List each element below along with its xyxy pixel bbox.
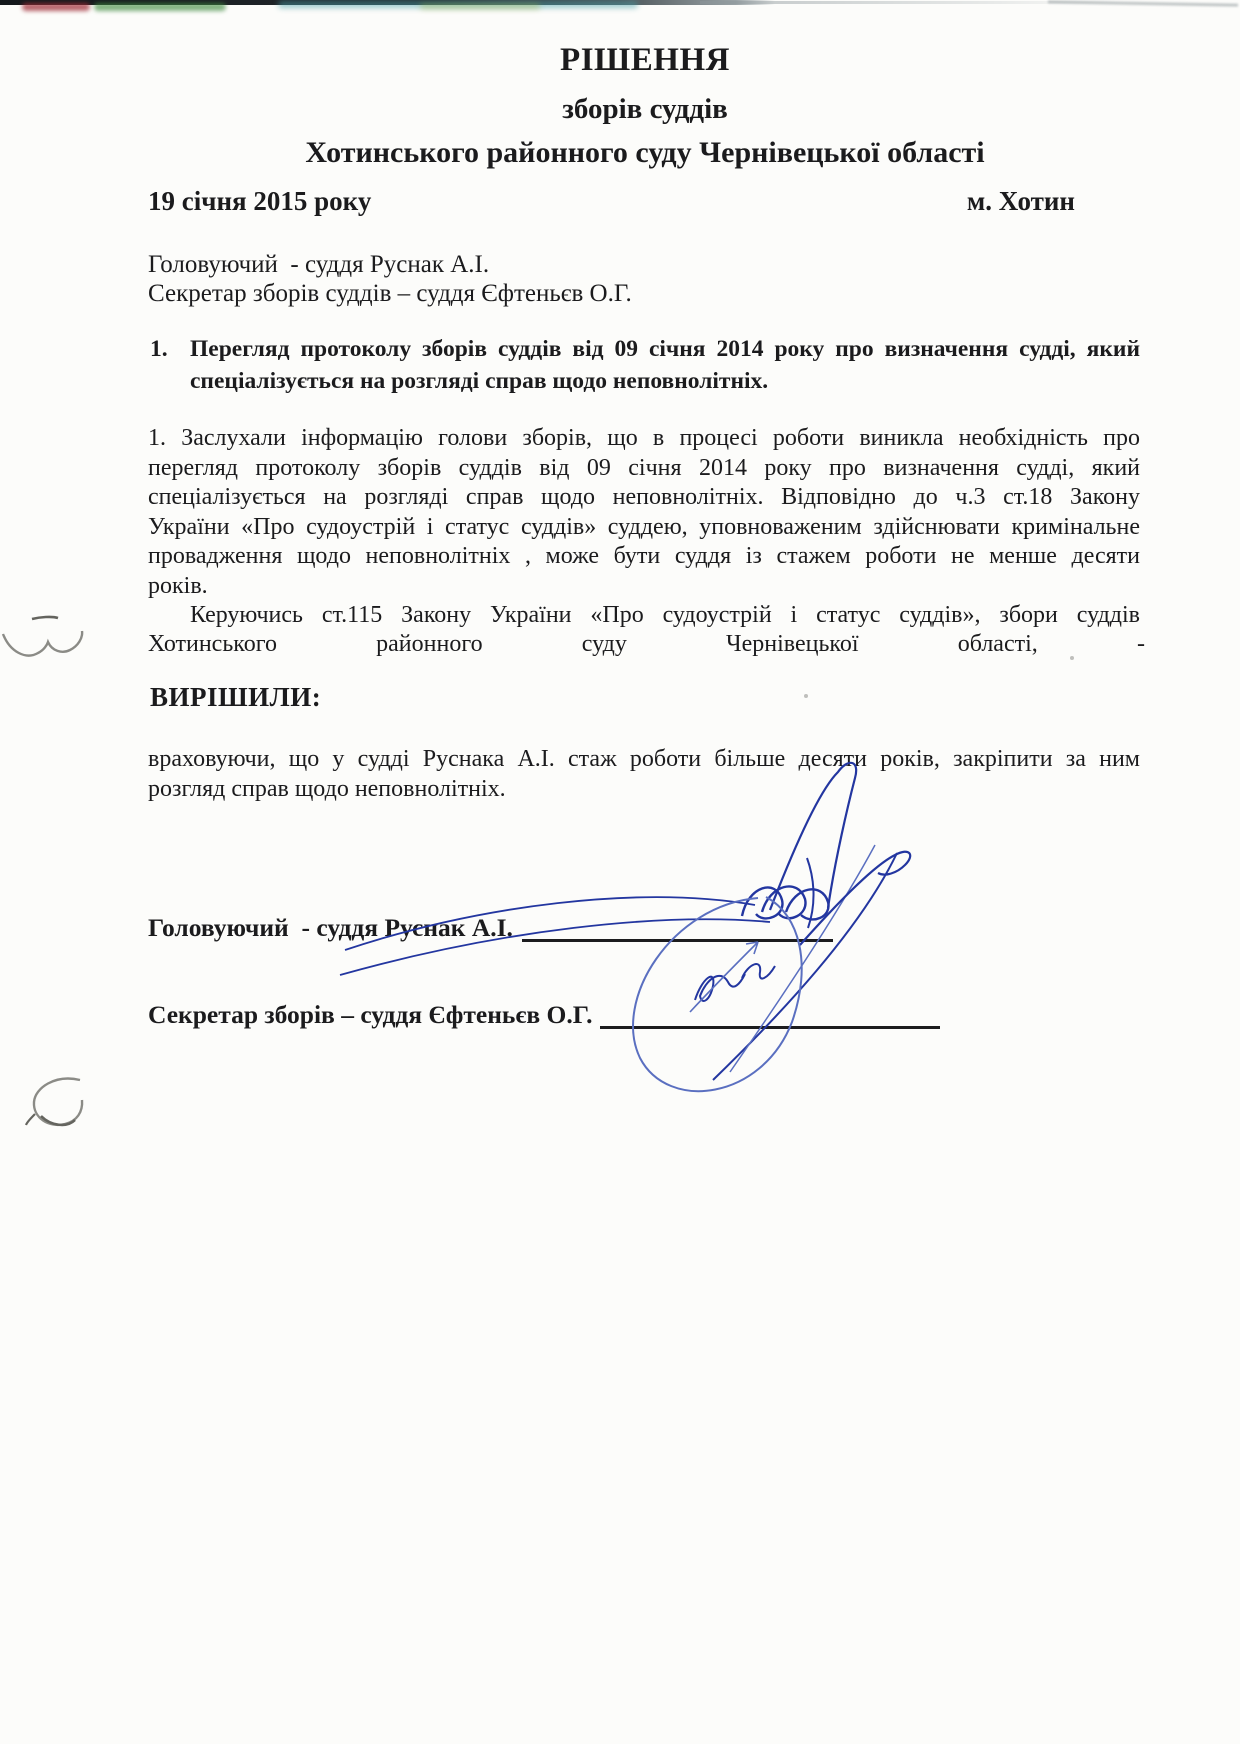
spread-word: області, [957, 631, 1038, 657]
agenda-item-text [190, 334, 1140, 397]
paragraph-line: провадження щодо неповнолітніх , може бути суддя із стажем роботи не менше десяти [148, 543, 1140, 570]
spread-word: суду [581, 631, 627, 657]
document-subtitle: зборів суддів [562, 93, 728, 125]
document-title: РІШЕННЯ [560, 42, 730, 78]
signature-label-chair: Головуючий - суддя Руснак А.І. [148, 913, 513, 942]
body-paragraph-2-lead: Керуючись ст.115 Закону України «Про судоустрій і статус суддів», збори суддів [190, 602, 1140, 628]
officials-block [148, 250, 1140, 308]
chair-line: Головуючий - суддя Руснак А.І. [148, 251, 490, 278]
court-name: Хотинського районного суду Чернівецької області [305, 136, 985, 169]
agenda-line: Перегляд протоколу зборів суддів від 09 січня 2014 року про визначення судді, який [190, 336, 1140, 362]
resolution-line: враховуючи, що у судді Руснака А.І. стаж роботи більше десяти років, закріпити за ним [148, 746, 1140, 772]
dateline [148, 186, 1075, 217]
paragraph-line: України «Про судоустрій і статус суддів» суддею, уповноваженим здійснювати кримінальне [148, 513, 1140, 540]
body-paragraph-2-spread [148, 631, 1145, 658]
scan-smudge-green [94, 3, 226, 11]
pencil-mark-ring [25, 1072, 105, 1137]
agenda-line: спеціалізується на розгляді справ щодо неповнолітніх. [190, 367, 769, 394]
scan-speck [1070, 656, 1074, 660]
document-date: 19 січня 2015 року [148, 186, 372, 216]
agenda-item-number: 1. [150, 336, 168, 362]
scan-smudge-grayline [1048, 0, 1238, 6]
resolution-line: розгляд справ щодо неповнолітніх. [148, 776, 506, 802]
spread-word: Чернівецької [726, 631, 859, 657]
signature-label-secretary: Секретар зборів – суддя Єфтеньєв О.Г. [148, 1000, 593, 1029]
scan-smudge-red [22, 3, 90, 11]
spread-word: районного [376, 631, 483, 657]
spread-word: Хотинського [148, 631, 277, 657]
handwritten-signature-ink [300, 750, 960, 1110]
document-place: м. Хотин [966, 186, 1075, 216]
spread-word: - [1136, 631, 1145, 657]
scan-speck [804, 694, 808, 698]
paragraph-line: перегляд протоколу зборів суддів від 09 січня 2014 року про визначення судді, який [148, 454, 1140, 481]
secretary-line: Секретар зборів суддів – суддя Єфтеньєв О.Г. [148, 280, 632, 307]
scan-smudge-yellow [420, 4, 540, 9]
paragraph-line: спеціалізується на розгляді справ щодо неповнолітніх. Відповідно до ч.3 ст.18 Закону [148, 484, 1140, 511]
pencil-mark-dash-curve [0, 600, 110, 675]
paragraph-line: років. [148, 572, 208, 599]
body-paragraph-1 [148, 424, 1140, 602]
paragraph-line: 1. Заслухали інформацію голови зборів, що в процесі роботи виникла необхідність про [148, 425, 1140, 451]
resolution-heading: ВИРІШИЛИ: [150, 682, 322, 712]
